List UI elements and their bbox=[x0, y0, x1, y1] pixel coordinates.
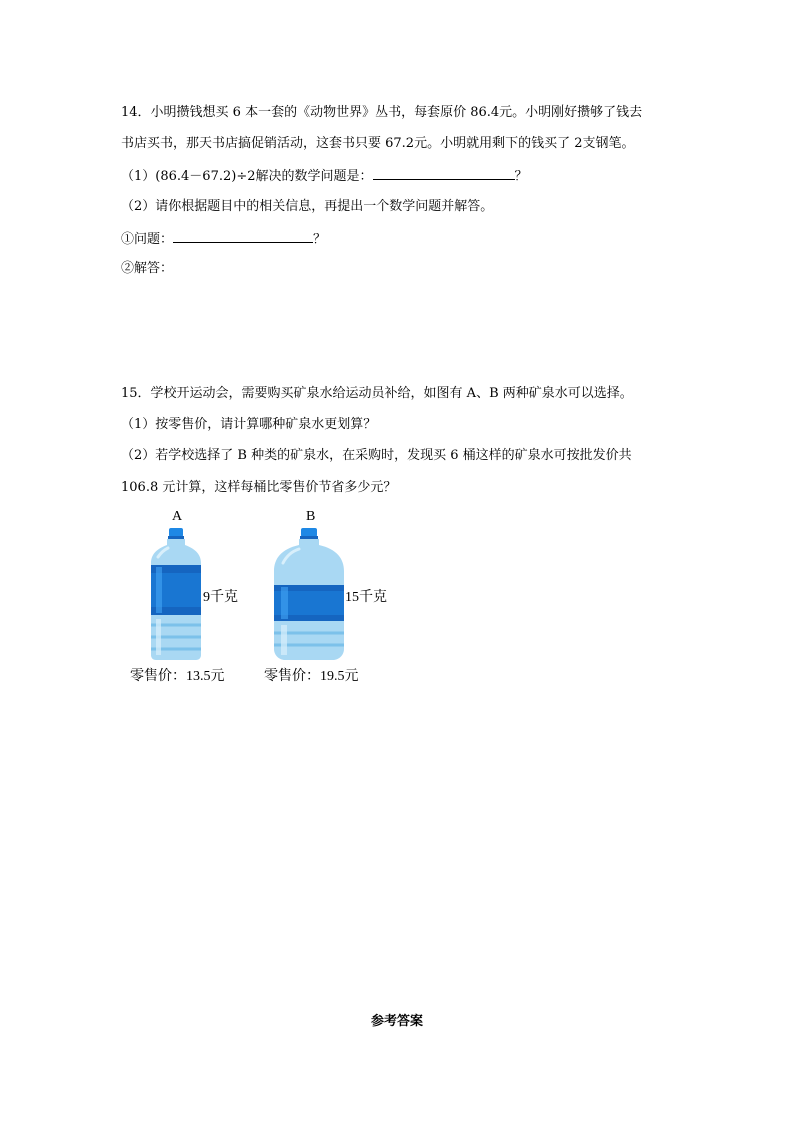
q15-sub-1: （1）按零售价，请计算哪种矿泉水更划算？ bbox=[121, 417, 377, 432]
answer-blank-2 bbox=[173, 230, 313, 243]
q14-sub-1-prefix: （1） bbox=[121, 169, 156, 184]
bottle-b-weight: 15千克 bbox=[345, 590, 387, 605]
bottle-a-image bbox=[148, 527, 204, 661]
q15-sub-2-line-1: （2）若学校选择了 B 种类的矿泉水，在采购时，发现买 6 桶这样的矿泉水可按批发价共 bbox=[121, 448, 632, 463]
answer-blank-1 bbox=[373, 167, 515, 180]
q14-answer-label: ②解答： bbox=[121, 261, 174, 276]
answer-section-title: 参考答案 bbox=[370, 1014, 423, 1029]
q14-line-1: 14．小明攒钱想买 6 本一套的《动物世界》丛书，每套原价 86.4元。小明刚好攒够了钱去 bbox=[121, 105, 643, 120]
q14-sub-1 bbox=[121, 167, 528, 185]
q14-sub-1-text: 解决的数学问题是： bbox=[255, 169, 373, 184]
bottle-a-weight: 9千克 bbox=[203, 590, 238, 605]
bottle-a-price: 零售价：13.5元 bbox=[130, 669, 225, 684]
q14-sub-1-expression: (86.4－67.2)÷2 bbox=[155, 169, 256, 184]
q14-sub-1-end: ？ bbox=[514, 169, 528, 184]
problem-end: ？ bbox=[313, 232, 327, 247]
q14-sub-2: （2）请你根据题目中的相关信息，再提出一个数学问题并解答。 bbox=[121, 199, 494, 214]
problem-label: ①问题： bbox=[121, 232, 174, 247]
q14-line-2: 书店买书，那天书店搞促销活动，这套书只要 67.2元。小明就用剩下的钱买了 2支钢笔。 bbox=[121, 136, 635, 151]
q14-problem bbox=[121, 230, 326, 248]
bottle-b-price: 零售价：19.5元 bbox=[264, 669, 359, 684]
bottle-a-letter: A bbox=[172, 509, 183, 524]
q15-line-1: 15．学校开运动会，需要购买矿泉水给运动员补给，如图有 A、B 两种矿泉水可以选择。 bbox=[121, 386, 633, 401]
q15-sub-2-line-2: 106.8 元计算，这样每桶比零售价节省多少元？ bbox=[121, 480, 397, 495]
bottle-b-image bbox=[271, 527, 347, 661]
bottle-b-letter: B bbox=[306, 509, 316, 524]
